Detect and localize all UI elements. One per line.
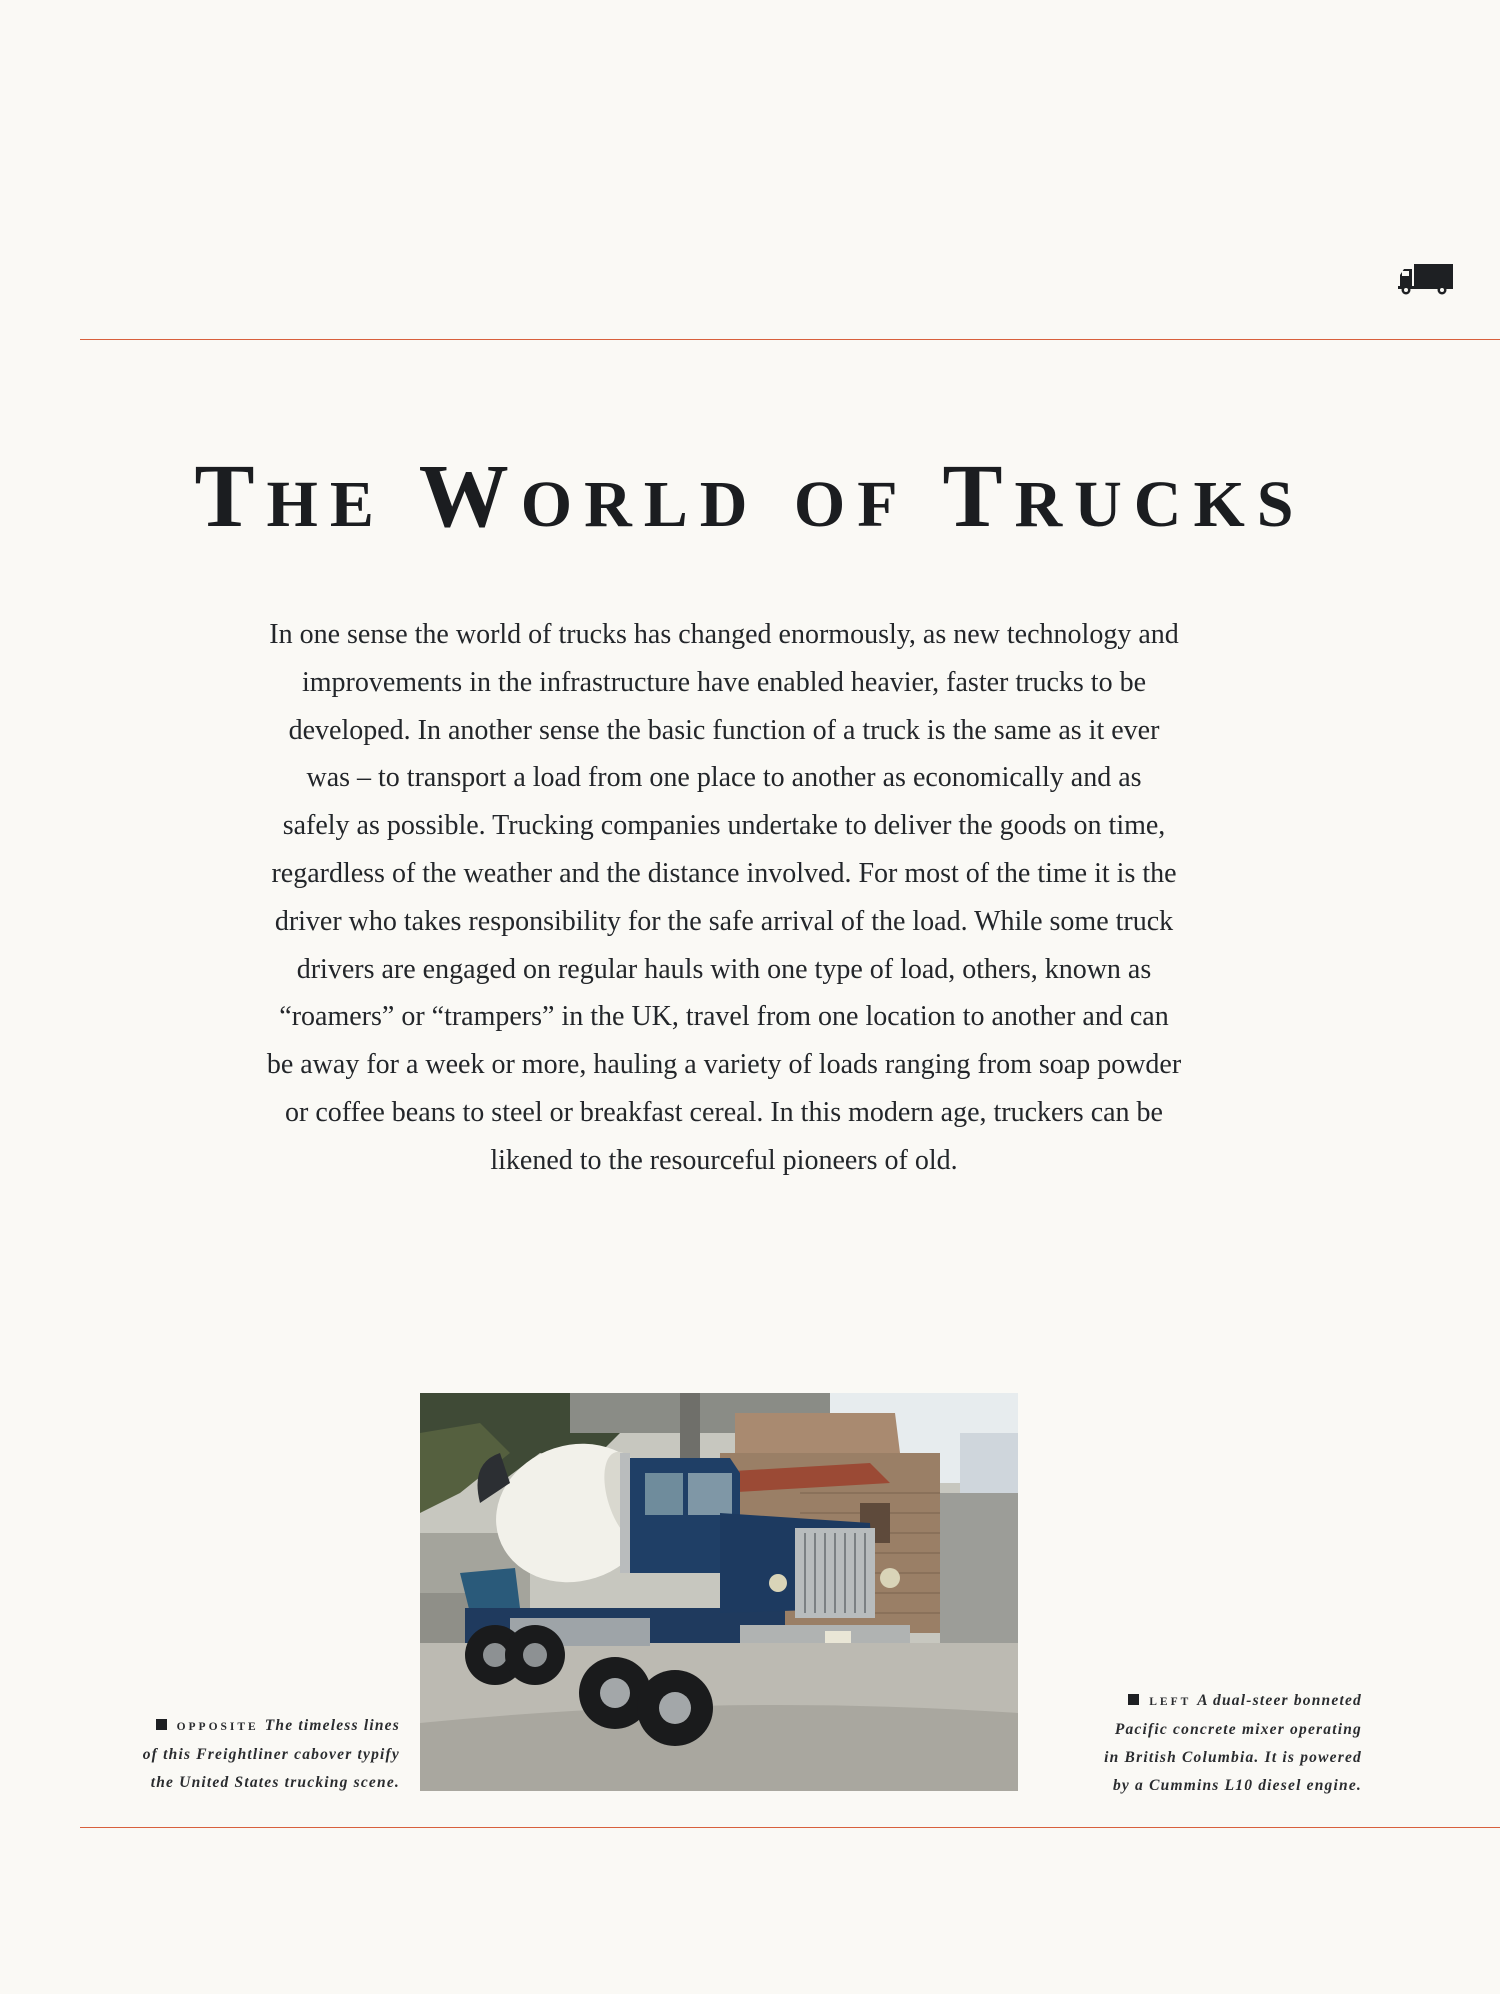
page-title: [0, 447, 1500, 546]
intro-line: In one sense the world of trucks has changed enormously, as new technology and: [269, 619, 1179, 650]
title-cap-t2: T: [942, 447, 1015, 546]
intro-line: or coffee beans to steel or breakfast cereal. In this modern age, truckers can be: [285, 1096, 1163, 1128]
caption-line: [80, 1712, 400, 1741]
caption-line: of this Freightliner cabover typify: [142, 1746, 400, 1763]
intro-line: developed. In another sense the basic function of a truck is the same as it ever: [288, 714, 1160, 746]
title-word-world: ORLD: [520, 468, 760, 541]
truck-photo: [420, 1393, 1018, 1791]
bottom-rule: [80, 1827, 1500, 1828]
intro-line: improvements in the infrastructure have enabled heavier, faster trucks to be: [302, 666, 1146, 698]
intro-line: driver who takes responsibility for the safe arrival of the load. While some truck: [274, 905, 1174, 937]
caption-line: the United States trucking scene.: [150, 1774, 400, 1791]
intro-line: safely as possible. Trucking companies undertake to deliver the goods on time,: [282, 810, 1166, 842]
caption-text: A dual-steer bonneted: [1197, 1692, 1362, 1709]
caption-tag: OPPOSITE: [176, 1721, 259, 1733]
caption-bullet: [1128, 1694, 1139, 1705]
caption-bullet: [156, 1719, 167, 1730]
caption-line: [1056, 1687, 1362, 1716]
intro-paragraph: [188, 611, 1260, 1185]
caption-left-photo: [1056, 1687, 1362, 1800]
caption-opposite: [80, 1712, 400, 1797]
intro-line: drivers are engaged on regular hauls with one type of load, others, known as: [296, 953, 1152, 985]
caption-line: in British Columbia. It is powered: [1104, 1749, 1362, 1766]
caption-line: by a Cummins L10 diesel engine.: [1112, 1777, 1362, 1794]
caption-line: Pacific concrete mixer operating: [1114, 1721, 1362, 1738]
title-word-of: OF: [793, 468, 910, 541]
intro-line: regardless of the weather and the distance involved. For most of the time it is the: [271, 857, 1177, 889]
intro-line: “roamers” or “trampers” in the UK, travel from one location to another and can: [279, 1001, 1169, 1033]
title-cap-t: T: [194, 447, 267, 546]
title-cap-w: W: [418, 447, 521, 546]
caption-tag: LEFT: [1149, 1696, 1192, 1708]
intro-line: was – to transport a load from one place to another as economically and as: [306, 762, 1142, 794]
title-word-trucks: RUCKS: [1014, 468, 1306, 541]
caption-text: The timeless lines: [264, 1717, 400, 1734]
title-word-the: HE: [266, 468, 386, 541]
intro-line: likened to the resourceful pioneers of old.: [490, 1144, 958, 1176]
top-rule: [80, 339, 1500, 340]
intro-line: be away for a week or more, hauling a variety of loads ranging from soap powder: [266, 1049, 1182, 1081]
truck-icon: [1398, 262, 1454, 296]
